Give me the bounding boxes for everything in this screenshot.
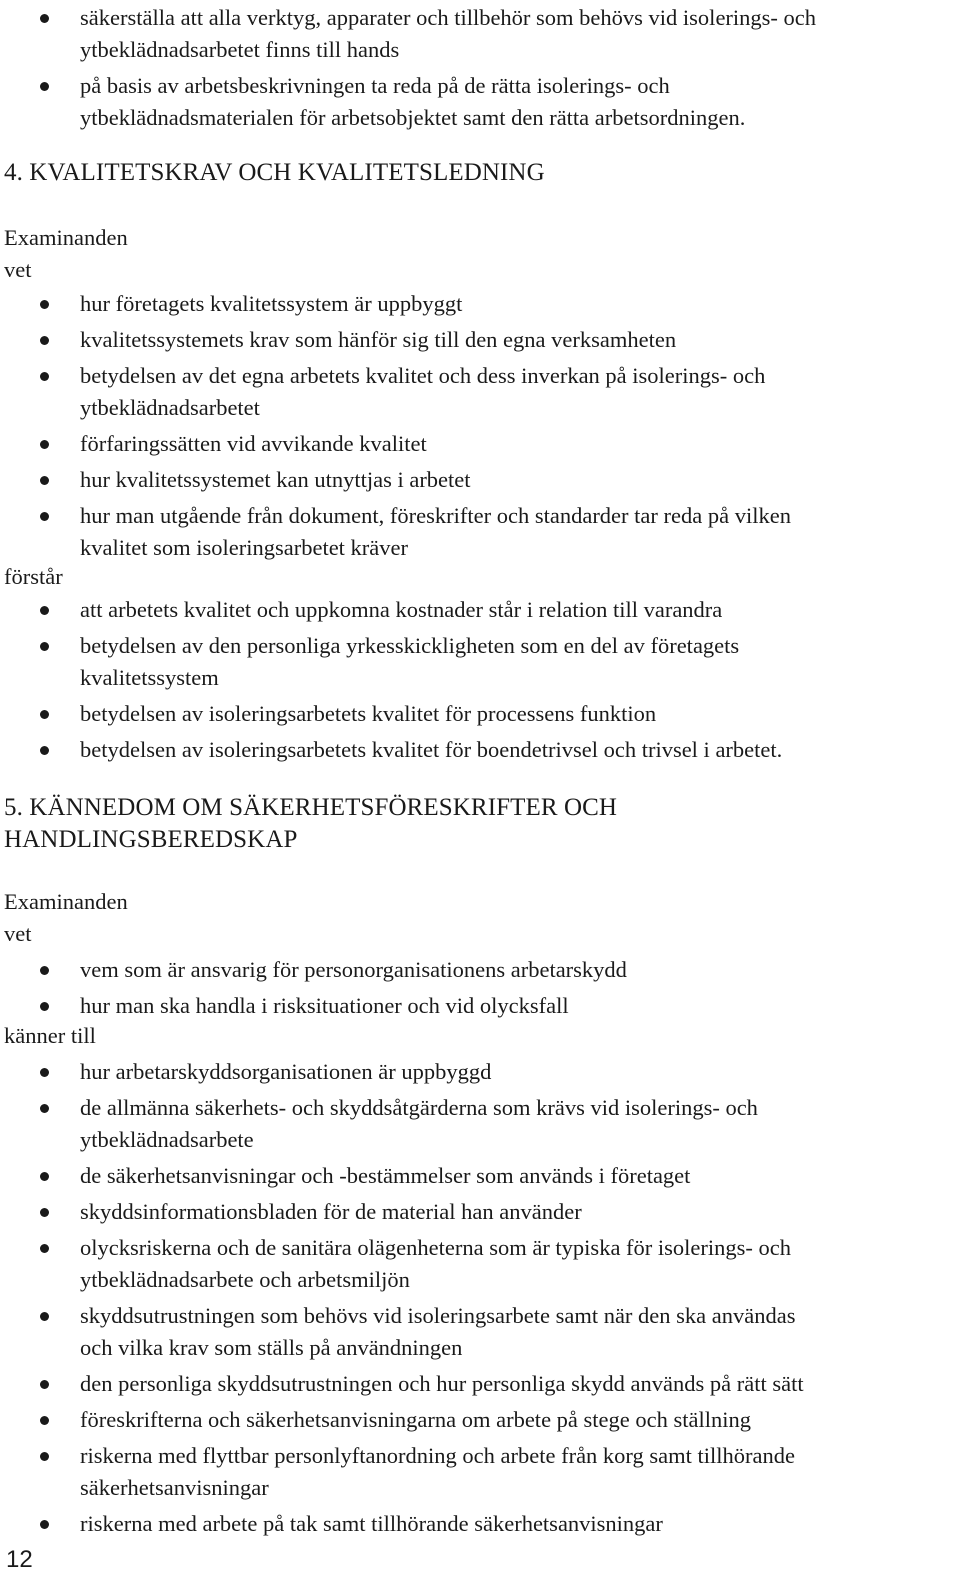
list-item xyxy=(0,594,960,626)
vet-label: vet xyxy=(4,921,32,946)
bullet-icon xyxy=(40,476,49,485)
top-bullet-list xyxy=(0,2,960,134)
bullet-icon xyxy=(40,642,49,651)
list-item-text: säkerställa att alla verktyg, apparater och tillbehör som behövs vid isolerings- och xyxy=(80,5,817,30)
section-4-forstar-list xyxy=(0,594,960,766)
list-item-text: förfaringssätten vid avvikande kvalitet xyxy=(80,431,427,456)
list-item-text: olycksriskerna och de sanitära olägenheterna som är typiska för isolerings- och xyxy=(80,1235,792,1260)
list-item-text-cont: ytbeklädnadsarbetet xyxy=(80,395,260,420)
list-item-text: betydelsen av isoleringsarbetets kvalitet för processens funktion xyxy=(80,701,657,726)
list-item xyxy=(0,734,960,766)
bullet-icon xyxy=(40,440,49,449)
list-item-text: hur man utgående från dokument, föreskrifter och standarder tar reda på vilken xyxy=(80,503,791,528)
vet-label: vet xyxy=(4,257,32,282)
list-item xyxy=(0,1160,960,1192)
list-item xyxy=(0,324,960,356)
bullet-icon xyxy=(40,1312,49,1321)
list-item-text-cont: kvalitetssystem xyxy=(80,665,219,690)
section-4-heading: 4. KVALITETSKRAV OCH KVALITETSLEDNING xyxy=(4,159,545,186)
list-item xyxy=(0,1440,960,1504)
list-item-text: den personliga skyddsutrustningen och hur personliga skydd används på rätt sätt xyxy=(80,1371,804,1396)
bullet-icon xyxy=(40,746,49,755)
section-4-vet-list xyxy=(0,288,960,564)
list-item xyxy=(0,1300,960,1364)
list-item xyxy=(0,360,960,424)
list-item xyxy=(0,288,960,320)
bullet-icon xyxy=(40,1104,49,1113)
list-item-text: skyddsinformationsbladen för de material han använder xyxy=(80,1199,582,1224)
list-item xyxy=(0,1508,960,1540)
list-item xyxy=(0,1056,960,1088)
list-item xyxy=(0,1232,960,1296)
list-item-text: på basis av arbetsbeskrivningen ta reda på de rätta isolerings- och xyxy=(80,73,670,98)
kanner-till-label: känner till xyxy=(4,1023,96,1048)
list-item-text: föreskrifterna och säkerhetsanvisningarna om arbete på stege och ställning xyxy=(80,1407,752,1432)
list-item xyxy=(0,954,960,986)
bullet-icon xyxy=(40,300,49,309)
list-item xyxy=(0,428,960,460)
list-item-text: att arbetets kvalitet och uppkomna kostnader står i relation till varandra xyxy=(80,597,723,622)
bullet-icon xyxy=(40,1208,49,1217)
bullet-icon xyxy=(40,1416,49,1425)
list-item-text: kvalitetssystemets krav som hänför sig till den egna verksamheten xyxy=(80,327,677,352)
forstar-label: förstår xyxy=(4,564,63,589)
list-item xyxy=(0,1404,960,1436)
list-item-text: hur kvalitetssystemet kan utnyttjas i arbetet xyxy=(80,467,471,492)
list-item-text: de säkerhetsanvisningar och -bestämmelser som används i företaget xyxy=(80,1163,691,1188)
section-5-kanner-list xyxy=(0,1056,960,1540)
list-item xyxy=(0,1368,960,1400)
page-number: 12 xyxy=(6,1546,33,1573)
list-item xyxy=(0,500,960,564)
bullet-icon xyxy=(40,82,49,91)
bullet-icon xyxy=(40,1068,49,1077)
list-item-text-cont: ytbeklädnadsmaterialen för arbetsobjektet samt den rätta arbetsordningen. xyxy=(80,105,746,130)
section-5-heading-line: 5. KÄNNEDOM OM SÄKERHETSFÖRESKRIFTER OCH xyxy=(4,794,618,821)
list-item-text: hur arbetarskyddsorganisationen är uppbyggd xyxy=(80,1059,492,1084)
list-item xyxy=(0,1196,960,1228)
bullet-icon xyxy=(40,1172,49,1181)
section-5-heading xyxy=(0,792,960,856)
bullet-icon xyxy=(40,710,49,719)
list-item xyxy=(0,464,960,496)
bullet-icon xyxy=(40,1244,49,1253)
list-item-text: riskerna med arbete på tak samt tillhörande säkerhetsanvisningar xyxy=(80,1511,663,1536)
list-item-text: de allmänna säkerhets- och skyddsåtgärderna som krävs vid isolerings- och xyxy=(80,1095,758,1120)
list-item-text-cont: och vilka krav som ställs på användningen xyxy=(80,1335,463,1360)
bullet-icon xyxy=(40,512,49,521)
list-item-text: betydelsen av det egna arbetets kvalitet och dess inverkan på isolerings- och xyxy=(80,363,766,388)
bullet-icon xyxy=(40,1002,49,1011)
examinee-label: Examinanden xyxy=(4,889,128,914)
list-item xyxy=(0,2,960,66)
list-item-text: riskerna med flyttbar personlyftanordning och arbete från korg samt tillhörande xyxy=(80,1443,795,1468)
bullet-icon xyxy=(40,606,49,615)
list-item-text-cont: ytbeklädnadsarbete och arbetsmiljön xyxy=(80,1267,410,1292)
list-item xyxy=(0,630,960,694)
bullet-icon xyxy=(40,372,49,381)
list-item-text: betydelsen av isoleringsarbetets kvalitet för boendetrivsel och trivsel i arbetet. xyxy=(80,737,783,762)
section-5-vet-list xyxy=(0,954,960,1022)
bullet-icon xyxy=(40,1452,49,1461)
list-item xyxy=(0,1092,960,1156)
examinee-label: Examinanden xyxy=(4,225,128,250)
list-item-text-cont: kvalitet som isoleringsarbetet kräver xyxy=(80,535,409,560)
bullet-icon xyxy=(40,1380,49,1389)
list-item-text: skyddsutrustningen som behövs vid isoleringsarbete samt när den ska användas xyxy=(80,1303,796,1328)
bullet-icon xyxy=(40,966,49,975)
bullet-icon xyxy=(40,14,49,23)
list-item xyxy=(0,990,960,1022)
list-item xyxy=(0,698,960,730)
list-item xyxy=(0,70,960,134)
list-item-text: betydelsen av den personliga yrkesskickligheten som en del av företagets xyxy=(80,633,740,658)
bullet-icon xyxy=(40,336,49,345)
bullet-icon xyxy=(40,1520,49,1529)
list-item-text: hur man ska handla i risksituationer och vid olycksfall xyxy=(80,993,569,1018)
section-5-heading-line: HANDLINGSBEREDSKAP xyxy=(4,826,298,853)
list-item-text-cont: säkerhetsanvisningar xyxy=(80,1475,269,1500)
list-item-text-cont: ytbeklädnadsarbetet finns till hands xyxy=(80,37,400,62)
list-item-text: hur företagets kvalitetssystem är uppbyggt xyxy=(80,291,463,316)
list-item-text: vem som är ansvarig för personorganisationens arbetarskydd xyxy=(80,957,627,982)
list-item-text-cont: ytbeklädnadsarbete xyxy=(80,1127,254,1152)
